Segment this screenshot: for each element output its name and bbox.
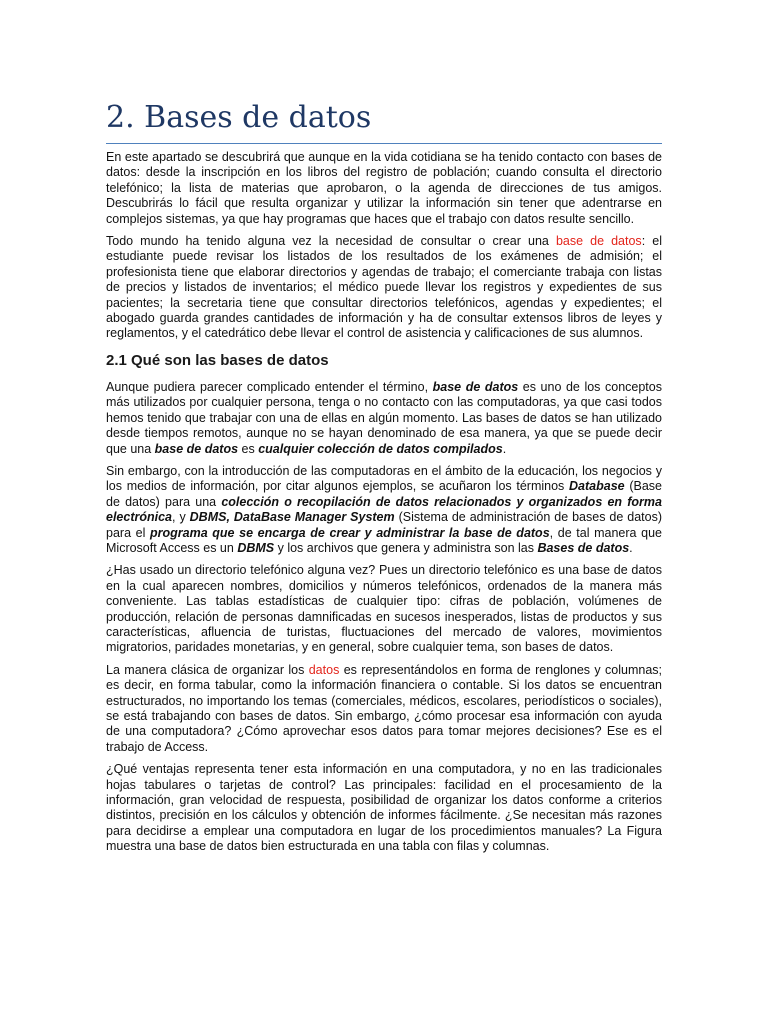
text-run: (Sistema de administración de bases de datos) para el <box>106 510 662 540</box>
text-run: y los archivos que genera y administra son las <box>274 540 538 555</box>
emphasized-term: colección o recopilación de datos relacionados y organizados en forma electrónica <box>106 494 662 525</box>
section-heading: 2.1 Qué son las bases de datos <box>106 351 329 369</box>
emphasized-term: base de datos <box>154 441 239 456</box>
text-run: La manera clásica de organizar los <box>106 662 309 677</box>
text-run: , y <box>172 510 190 525</box>
paragraph-computers <box>106 464 662 556</box>
text-run: Todo mundo ha tenido alguna vez la necesidad de consultar o crear una <box>106 234 556 249</box>
emphasized-term: DBMS <box>237 540 275 555</box>
highlighted-term: base de datos <box>555 234 642 249</box>
emphasized-term: Bases de datos <box>537 540 630 555</box>
highlighted-term: datos <box>308 662 340 677</box>
emphasized-term: Database <box>569 479 625 494</box>
text-run: Aunque pudiera parecer complicado entender el término, <box>106 379 433 394</box>
text-run: es uno de los conceptos más utilizados por cualquier persona, tenga o no contacto con las computadoras, ya que casi todos hemos tenido que trabajar con una de ellas en algún momento. Las bases de datos se han utilizado desde tiempos remotos, aunque no se hayan denominado de esa manera, ya que se puede decir que una <box>106 379 662 456</box>
emphasized-term: base de datos <box>432 379 519 394</box>
paragraph-intro: En este apartado se descubrirá que aunque en la vida cotidiana se ha tenido contacto con bases de datos: desde la inscripción en los libros del registro de población; cuando consulta el directorio telefónico; la lista de materias que aprobaron, o la agenda de direcciones de tus amigos. Descubrirás lo fácil que resulta organizar y utilizar la información sin tener que adentrarse en complejos sistemas, ya que hay programas que haces que el trabajo con datos resulte sencillo. <box>106 150 662 226</box>
page-title: 2. Bases de datos <box>106 100 372 135</box>
paragraph-advantages: ¿Qué ventajas representa tener esta información en una computadora, y no en las tradicionales hojas tabulares o tarjetas de control? Las principales: facilidad en el procesamiento de la información, gran velocidad de respuesta, posibilidad de organizar los datos conforme a criterios distintos, precisión en los cálculos y obtención de informes fácilmente. ¿Se necesitan más razones para decidirse a emplear una computadora en lugar de los procedimientos manuales? La Figura muestra una base de datos bien estructurada en una tabla con filas y columnas. <box>106 762 662 854</box>
text-run: . <box>502 441 507 456</box>
text-run: , de tal manera que Microsoft Access es un <box>106 525 662 555</box>
text-run: . <box>629 540 633 555</box>
paragraph-definition <box>106 380 662 457</box>
emphasized-term: cualquier colección de datos compilados <box>258 441 503 456</box>
document-body <box>106 150 662 862</box>
text-run: : el estudiante puede revisar los listados de los resultados de los exámenes de admisión; el profesionista tiene que elaborar directorios y agendas de trabajo; el comerciante trabaja con listas de precios y listados de inventarios; el médico puede llevar los registros y expedientes de sus pacientes; la secretaria tiene que consultar directorios telefónicos, agendas y expedientes; el abogado guarda grandes cantidades de información y ha de consultar extensos libros de leyes y reglamentos, y el catedrático debe llevar el control de asistencia y calificaciones de sus alumnos. <box>106 234 662 341</box>
text-run: es representándolos en forma de renglones y columnas; es decir, en forma tabular, como la información financiera o contable. Si los datos se encuentran estructurados, no importando los temas (comerciales, médicos, escolares, periodísticos o sociales), se está trabajando con bases de datos. Sin embargo, ¿cómo procesar esa información con ayuda de una computadora? ¿Cómo aprovechar esos datos para tomar mejores decisiones? Ese es el trabajo de Access. <box>106 662 662 754</box>
text-run: es <box>238 441 259 456</box>
title-underline <box>106 143 662 144</box>
paragraph-need <box>106 234 662 342</box>
emphasized-term: programa que se encarga de crear y administrar la base de datos <box>150 525 550 540</box>
paragraph-directory: ¿Has usado un directorio telefónico alguna vez? Pues un directorio telefónico es una base de datos en la cual aparecen nombres, domicilios y números telefónicos, ordenados de la manera más conveniente. Las tablas estadísticas de cualquier tipo: cifras de población, volúmenes de producción, relación de personas damnificadas en sucesos inesperados, listas de productos y sus características, afluencia de turistas, fluctuaciones del mercado de valores, movimientos migratorios, paridades monetarias, y en general, sobre cualquier tema, son bases de datos. <box>106 563 662 655</box>
paragraph-classic <box>106 663 662 755</box>
emphasized-term: DBMS, DataBase Manager System <box>189 510 395 525</box>
text-run: (Base de datos) para una <box>106 479 662 509</box>
text-run: Sin embargo, con la introducción de las computadoras en el ámbito de la educación, los negocios y los medios de información, por citar algunos ejemplos, se acuñaron los términos <box>106 463 662 494</box>
